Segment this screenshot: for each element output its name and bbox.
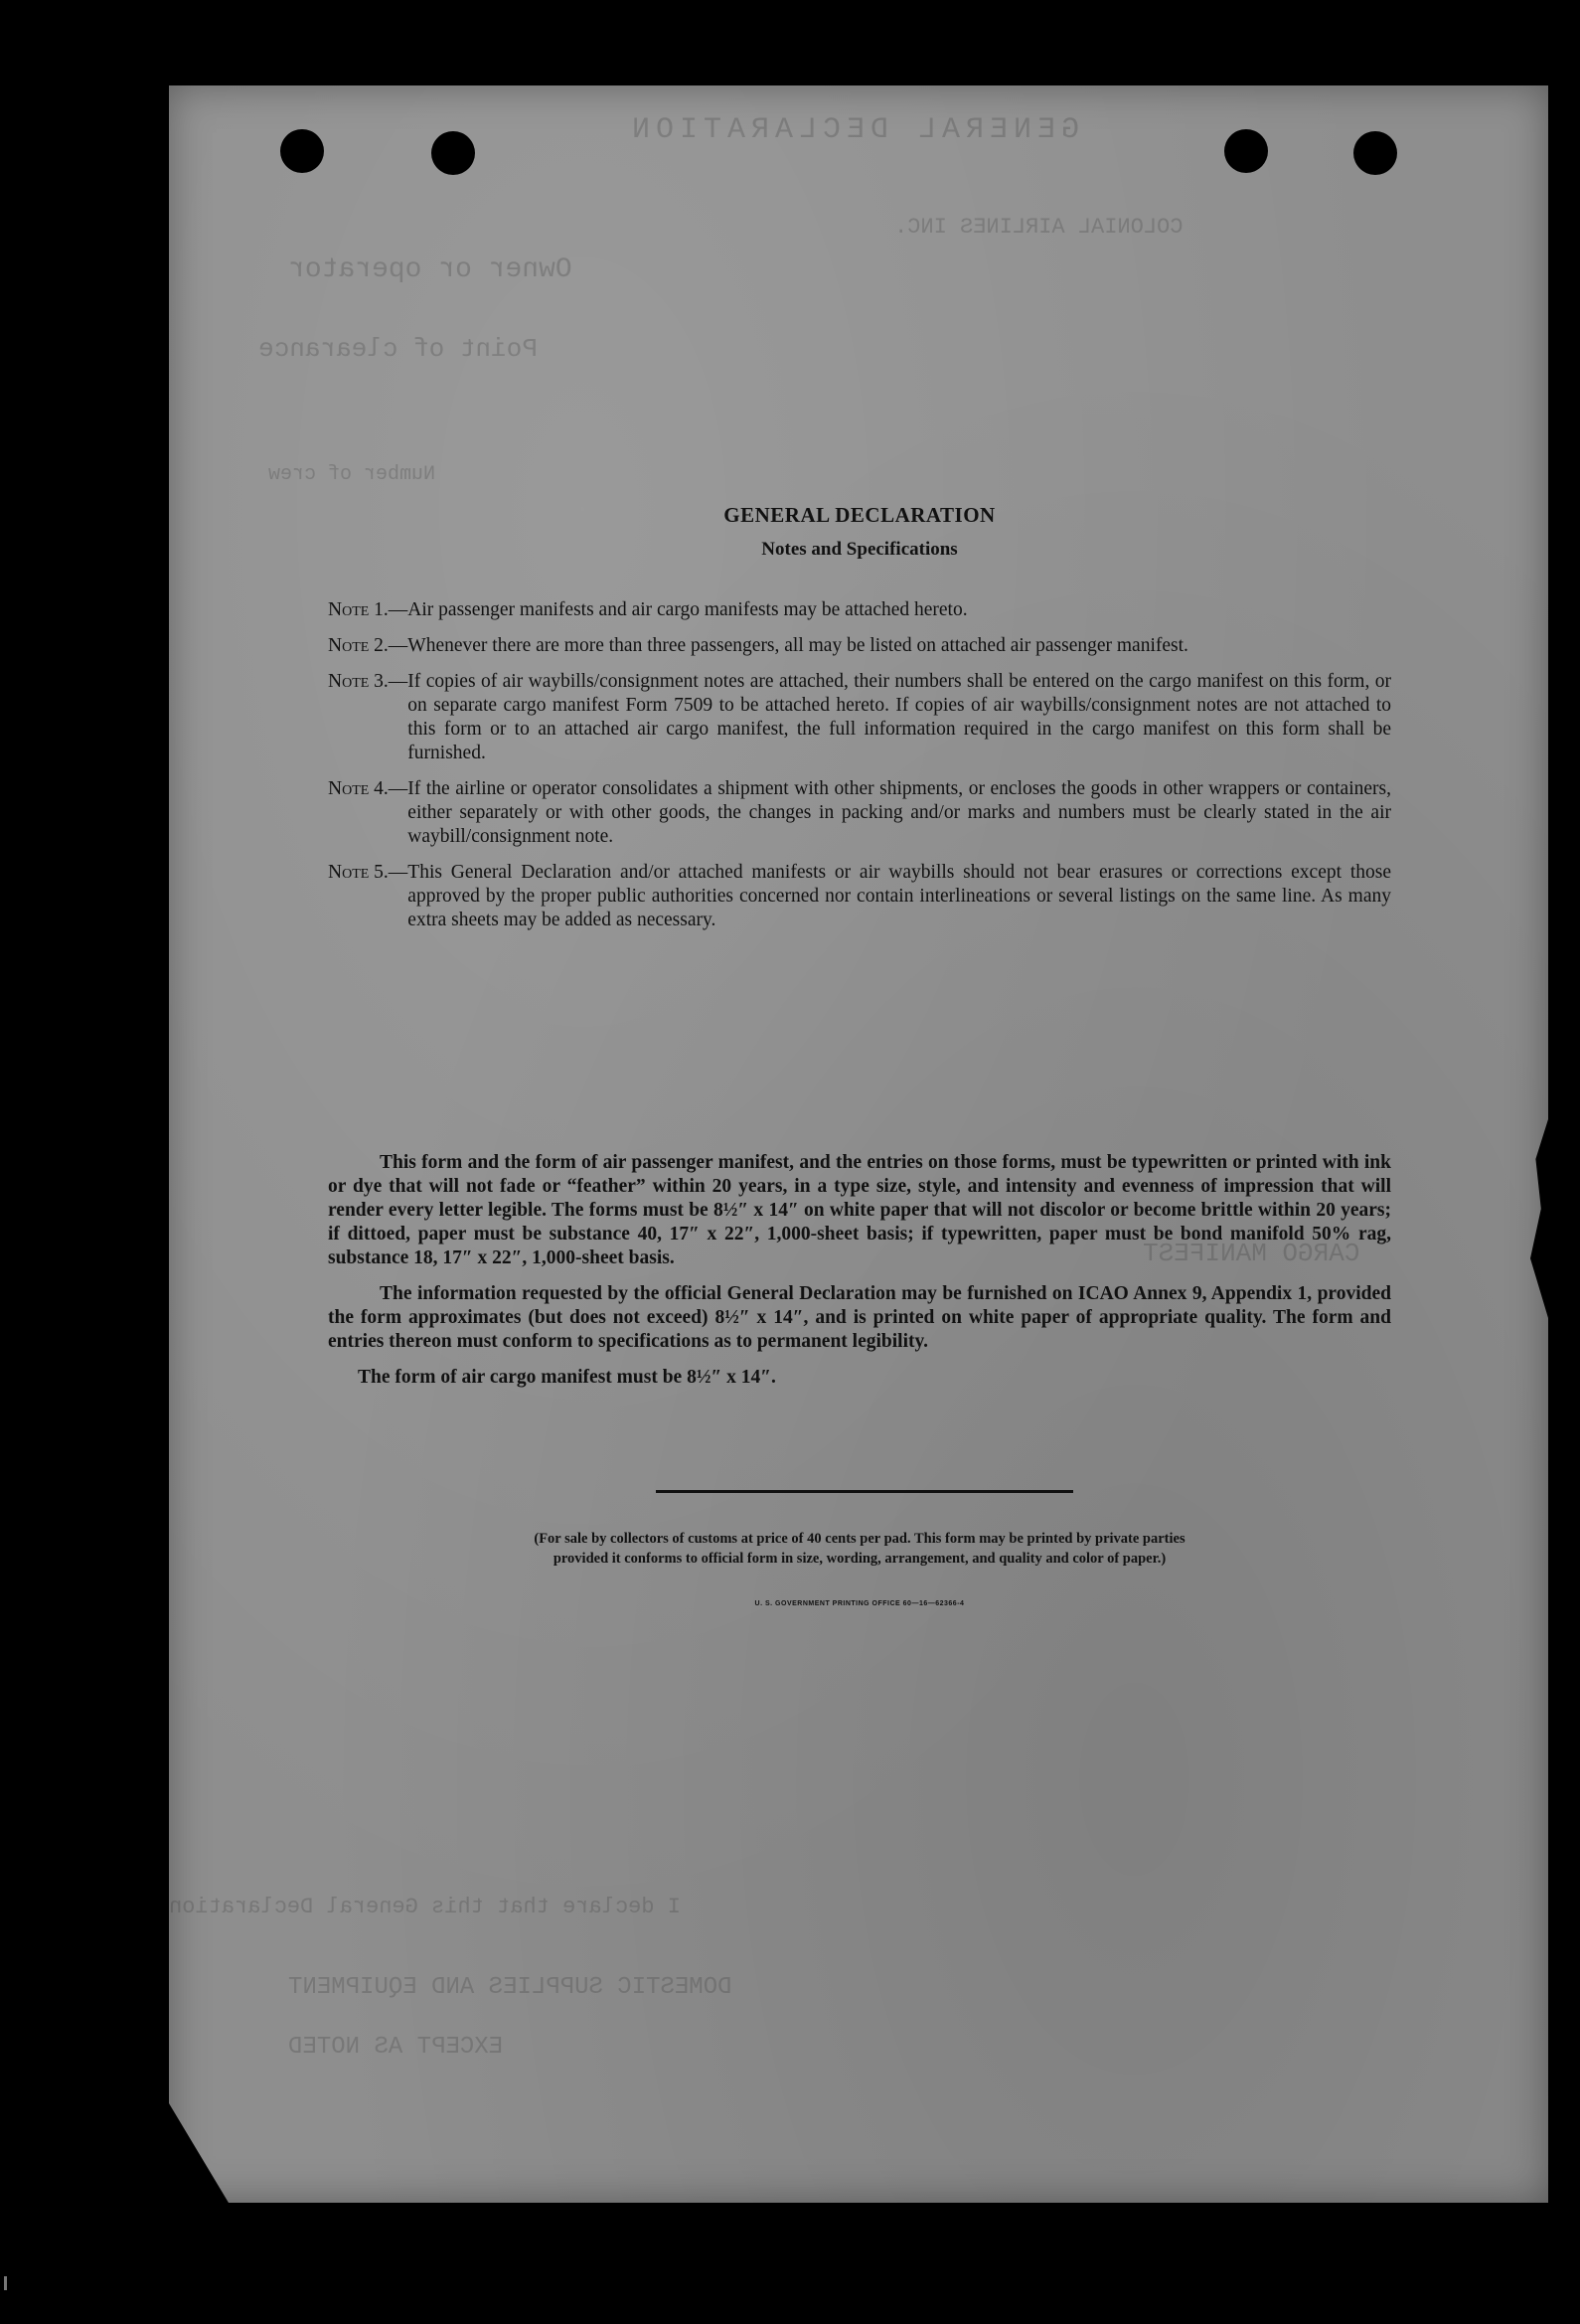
- document-page: [169, 85, 1548, 2203]
- note-label: Note 3.—: [328, 671, 408, 692]
- paragraph: This form and the form of air passenger manifest, and the entries on those forms, must be typewritten or printed with ink or dye that will not fade or “feather” within 20 years, in a type size, style, and intensity and evenness of impression that will render every letter legible. The forms must be 8½″ x 14″ on white paper that will not discolor or become brittle within 20 years; if dittoed, paper must be substance 40, 17″ x 22″, 1,000-sheet basis; if typewritten, paper must be bond manifold 50% rag, substance 18, 17″ x 22″, 1,000-sheet basis.: [328, 1152, 1391, 1268]
- note-text: Air passenger manifests and air cargo manifests may be attached hereto.: [407, 599, 968, 620]
- scan-mark: [4, 2276, 7, 2290]
- bleed-through-text: DOMESTIC SUPPLIES AND EQUIPMENT: [288, 1974, 732, 2001]
- torn-edge: [1530, 1119, 1548, 1318]
- page-title: GENERAL DECLARATION: [723, 503, 996, 527]
- note-text: If copies of air waybills/consignment notes are attached, their numbers shall be entered on the cargo manifest on this form, or on separate cargo manifest Form 7509 to be attached hereto. If copies of air waybills/consignment notes are not attached to this form or to an attached air cargo manifest, the full information required in the cargo manifest on this form shall be furnished.: [407, 671, 1391, 763]
- bleed-through-text: COLONIAL AIRLINES INC.: [894, 215, 1184, 240]
- punch-hole: [431, 131, 475, 175]
- folded-corner: [169, 2103, 229, 2203]
- bleed-through-text: Point of clearance: [258, 334, 538, 364]
- bleed-through-text: Owner or operator: [288, 254, 572, 285]
- paragraph: The form of air cargo manifest must be 8½″ x 14″.: [358, 1367, 776, 1388]
- note-item: [328, 670, 1391, 765]
- note-text: If the airline or operator consolidates a shipment with other shipments, or encloses the goods in other wrappers or containers, either separately or with other goods, the changes in packing and/or marks and numbers must be clearly stated in the air waybill/consignment note.: [407, 778, 1391, 847]
- sale-notice-line: provided it conforms to official form in size, wording, arrangement, and quality and color of paper.): [553, 1551, 1167, 1567]
- printer-imprint: U. S. GOVERNMENT PRINTING OFFICE 60—16—62366-4: [754, 1600, 965, 1607]
- page-subtitle: Notes and Specifications: [761, 539, 958, 560]
- note-item: [328, 634, 1391, 658]
- note-item: [328, 777, 1391, 849]
- note-item: [328, 598, 1391, 622]
- note-label: Note 5.—: [328, 862, 408, 883]
- note-text: Whenever there are more than three passengers, all may be listed on attached air passenger manifest.: [407, 635, 1188, 656]
- bleed-through-text: I declare that this General Declaration: [169, 1895, 681, 1919]
- bleed-through-text: EXCEPT AS NOTED: [288, 2034, 504, 2061]
- bleed-through-text: CARGO MANIFEST: [1143, 1239, 1360, 1268]
- note-label: Note 4.—: [328, 778, 408, 799]
- note-label: Note 1.—: [328, 599, 408, 620]
- punch-hole: [1224, 129, 1268, 173]
- punch-hole: [280, 129, 324, 173]
- note-item: [328, 861, 1391, 932]
- specification-paragraphs: [328, 1151, 1391, 1402]
- divider-rule: [656, 1490, 1073, 1493]
- sale-notice: [328, 1529, 1391, 1569]
- punch-hole: [1353, 131, 1397, 175]
- sale-notice-line: (For sale by collectors of customs at price of 40 cents per pad. This form may be printed by private parties: [534, 1531, 1185, 1547]
- paragraph: The information requested by the official General Declaration may be furnished on ICAO Annex 9, Appendix 1, provided the form approximates (but does not exceed) 8½″ x 14″, and is printed on white paper of appropriate quality. The form and entries thereon must conform to specifications as to permanent legibility.: [328, 1283, 1391, 1352]
- notes-list: [328, 598, 1391, 944]
- bleed-through-text: GENERAL DECLARATION: [626, 113, 1080, 147]
- note-text: This General Declaration and/or attached manifests or air waybills should not bear erasures or corrections except those approved by the proper public authorities concerned nor contain interlineations or several listings on the same line. As many extra sheets may be added as necessary.: [407, 862, 1391, 930]
- note-label: Note 2.—: [328, 635, 408, 656]
- bleed-through-text: Number of crew: [268, 463, 436, 486]
